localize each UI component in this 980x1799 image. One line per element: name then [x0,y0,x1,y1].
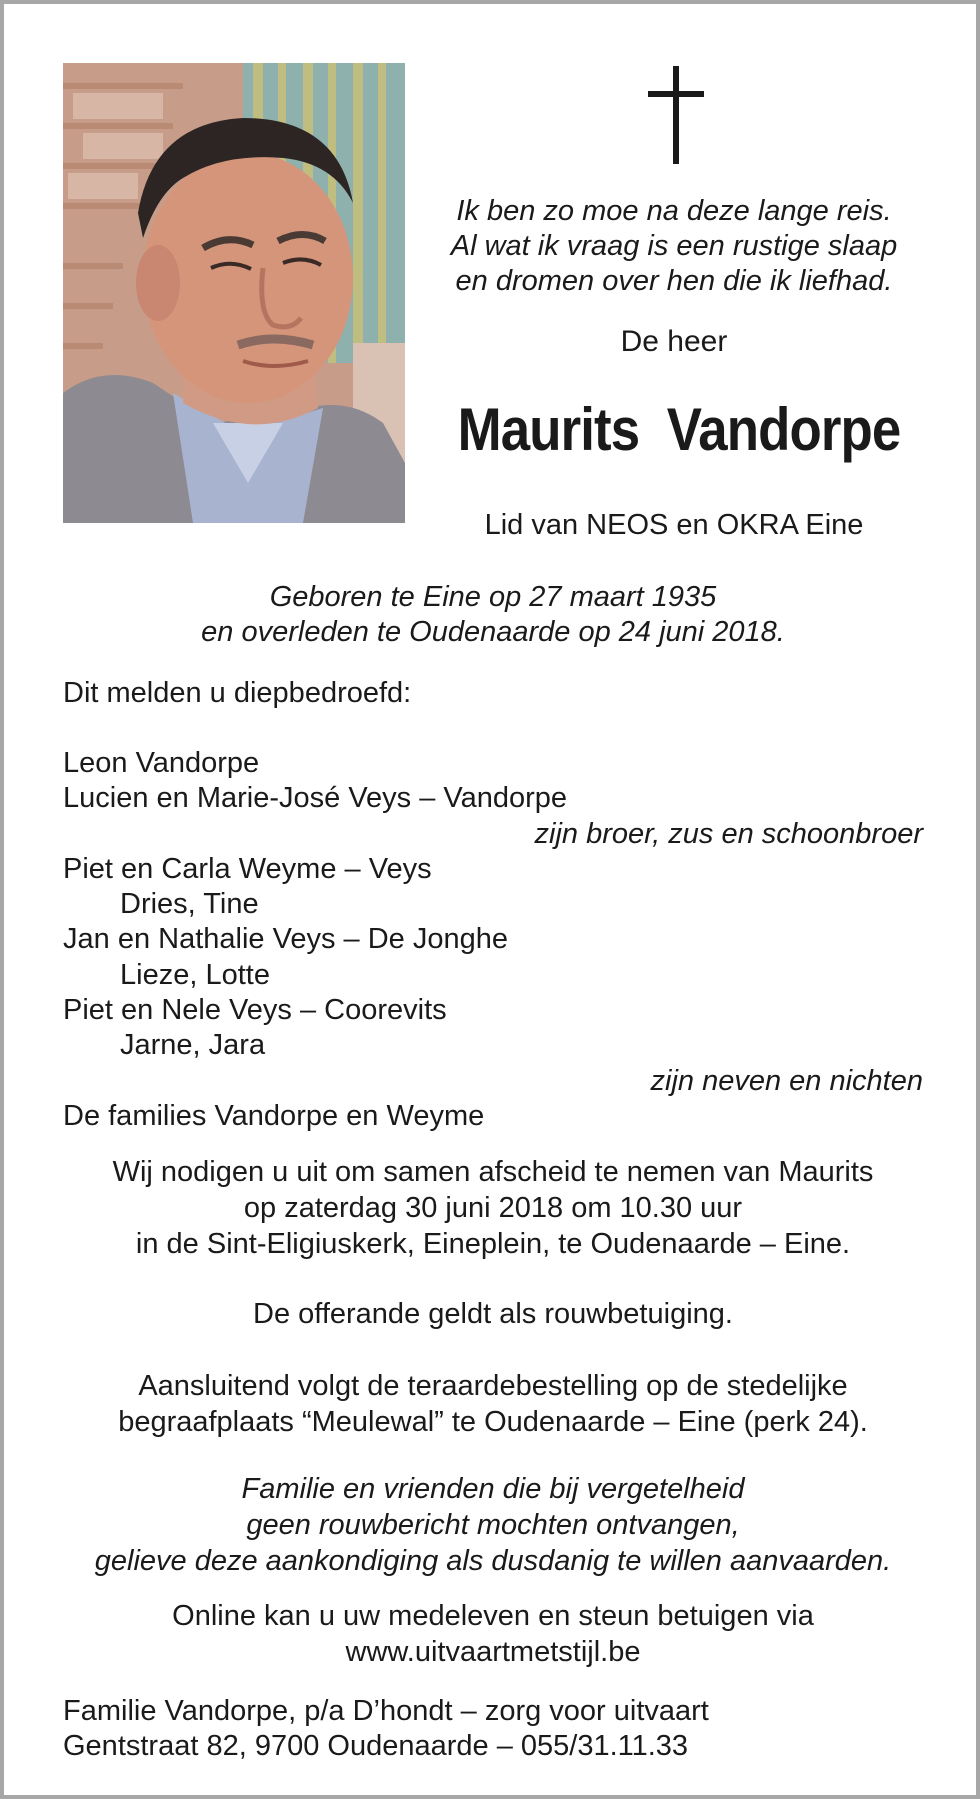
invitation-line: in de Sint-Eligiuskerk, Eineplein, te Oudenaarde – Eine. [135,1228,851,1260]
contact-line: Gentstraat 82, 9700 Oudenaarde – 055/31.11.33 [63,1730,689,1762]
burial-info [63,1368,923,1440]
notice-line: gelieve deze aankondiging als dusdanig te willen aanvaarden. [94,1545,892,1577]
family-children: Lieze, Lotte [120,958,270,991]
online-condolences [63,1598,923,1670]
family-children: Dries, Tine [120,888,259,921]
family-children: Jarne, Jara [120,1029,266,1062]
cross-icon [648,66,704,164]
contact-line: Familie Vandorpe, p/a D’hondt – zorg voor uitvaart [63,1695,709,1727]
website-link[interactable]: www.uitvaartmetstijl.be [345,1636,641,1668]
poem-line: Al wat ik vraag is een rustige slaap [450,230,898,262]
poem-line: en dromen over hen die ik liefhad. [455,265,893,297]
family-list [63,746,923,1134]
membership: Lid van NEOS en OKRA Eine [484,509,864,541]
portrait-photo [63,63,405,523]
contact-info [63,1694,709,1764]
birth-line: Geboren te Eine op 27 maart 1935 [269,581,717,613]
salutation: De heer [620,325,728,358]
notice [63,1471,923,1579]
invitation-line: op zaterdag 30 juni 2018 om 10.30 uur [243,1192,743,1224]
poem-line: Ik ben zo moe na deze lange reis. [456,195,892,227]
burial-line: begraafplaats “Meulewal” te Oudenaarde – Eine (perk 24). [118,1406,868,1438]
deceased-name: Maurits Vandorpe [457,396,901,463]
family-relation: zijn broer, zus en schoonbroer [534,817,923,850]
poem [434,194,914,299]
notice-line: geen rouwbericht mochten ontvangen, [246,1509,740,1541]
notice-line: Familie en vrienden die bij vergetelheid [241,1473,745,1505]
family-member: Piet en Nele Veys – Coorevits [63,994,447,1027]
offering-note: De offerande geldt als rouwbetuiging. [253,1298,733,1330]
family-member: De families Vandorpe en Weyme [63,1099,485,1132]
birth-death-dates [63,580,923,650]
burial-line: Aansluitend volgt de teraardebestelling op de stedelijke [138,1370,848,1402]
family-member: Leon Vandorpe [63,747,260,779]
death-line: en overleden te Oudenaarde op 24 juni 2018. [201,616,785,648]
announcement-intro: Dit melden u diepbedroefd: [63,677,412,709]
family-member: Jan en Nathalie Veys – De Jonghe [63,923,508,956]
family-relation: zijn neven en nichten [650,1064,923,1097]
online-line: Online kan u uw medeleven en steun betuigen via [172,1600,814,1632]
funeral-invitation [63,1154,923,1262]
family-member: Lucien en Marie-José Veys – Vandorpe [63,782,568,815]
family-member: Piet en Carla Weyme – Veys [63,852,432,885]
invitation-line: Wij nodigen u uit om samen afscheid te nemen van Maurits [112,1156,874,1188]
